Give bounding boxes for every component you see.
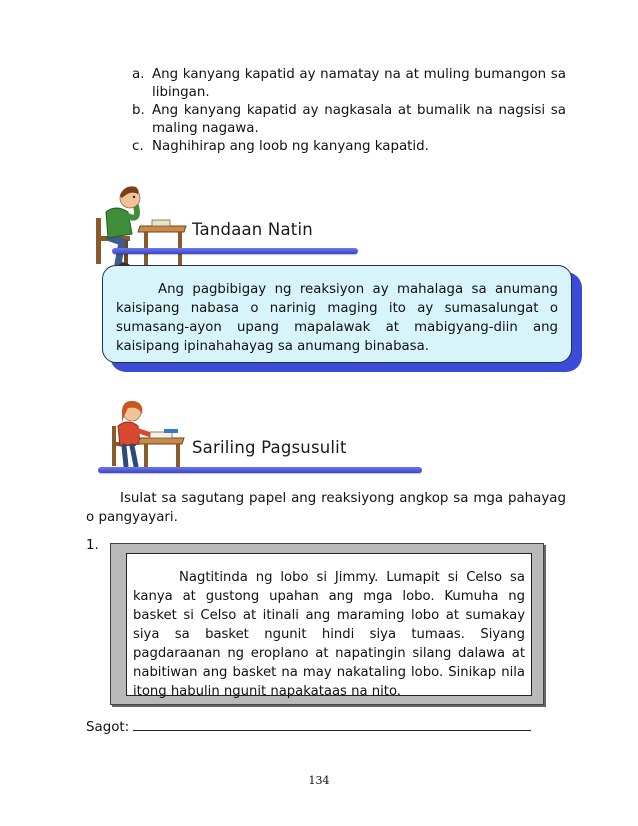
tandaan-title: Tandaan Natin [192, 220, 313, 239]
item-number: 1. [86, 538, 99, 553]
choice-a [132, 66, 566, 102]
story-text [133, 568, 525, 701]
answer-label: Sagot: [86, 720, 130, 735]
sariling-title-bar [98, 467, 422, 473]
choice-letter: b. [132, 103, 145, 118]
instruction-text: Isulat sa sagutang papel ang reaksiyong angkop sa mga pahayag o pangyayari. [86, 491, 566, 525]
page-number: 134 [308, 774, 330, 787]
story-text-body: Nagtitinda ng lobo si Jimmy. Lumapit si Celso sa kanya at gustong upahan ang mga lobo. Kumuha ng basket si Celso at itinali ang maraming lobo at sumakay siya sa basket ngunit hindi siya tumaas. Siyang pagdaraanan ng eroplano at napatingin silang dalawa at nabitiwan ang basket na may nakataling lobo. Sinikap nila itong habulin ngunit napakataas na nito. [133, 570, 525, 699]
choice-letter: a. [132, 67, 145, 82]
choice-text: Ang kanyang kapatid ay namatay na at muling bumangon sa libingan. [152, 67, 566, 100]
answer-blank[interactable] [133, 718, 531, 731]
sariling-title: Sariling Pagsusulit [192, 438, 347, 457]
answer-choices [132, 66, 566, 156]
girl-writing-at-desk-icon [106, 396, 186, 470]
tandaan-title-bar [112, 248, 358, 254]
choice-text: Ang kanyang kapatid ay nagkasala at bumalik na nagsisi sa maling nagawa. [152, 103, 566, 136]
story-box [126, 553, 532, 699]
choice-text: Naghihirap ang loob ng kanyang kapatid. [152, 139, 429, 154]
tandaan-text [116, 280, 558, 356]
instruction [86, 489, 566, 527]
answer-line [86, 718, 531, 735]
tandaan-text-body: Ang pagbibigay ng reaksiyon ay mahalaga sa anumang kaisipang nabasa o narinig maging ito ay sumasalungat o sumasang-ayon upang mapalawak at mabigyang-diin ang kaisipang ipinahahayag sa anumang binabasa. [116, 282, 558, 354]
choice-b [132, 102, 566, 138]
tandaan-box [102, 265, 572, 363]
choice-letter: c. [132, 139, 144, 154]
choice-c [132, 138, 566, 156]
boy-thinking-at-desk-icon [88, 182, 188, 272]
